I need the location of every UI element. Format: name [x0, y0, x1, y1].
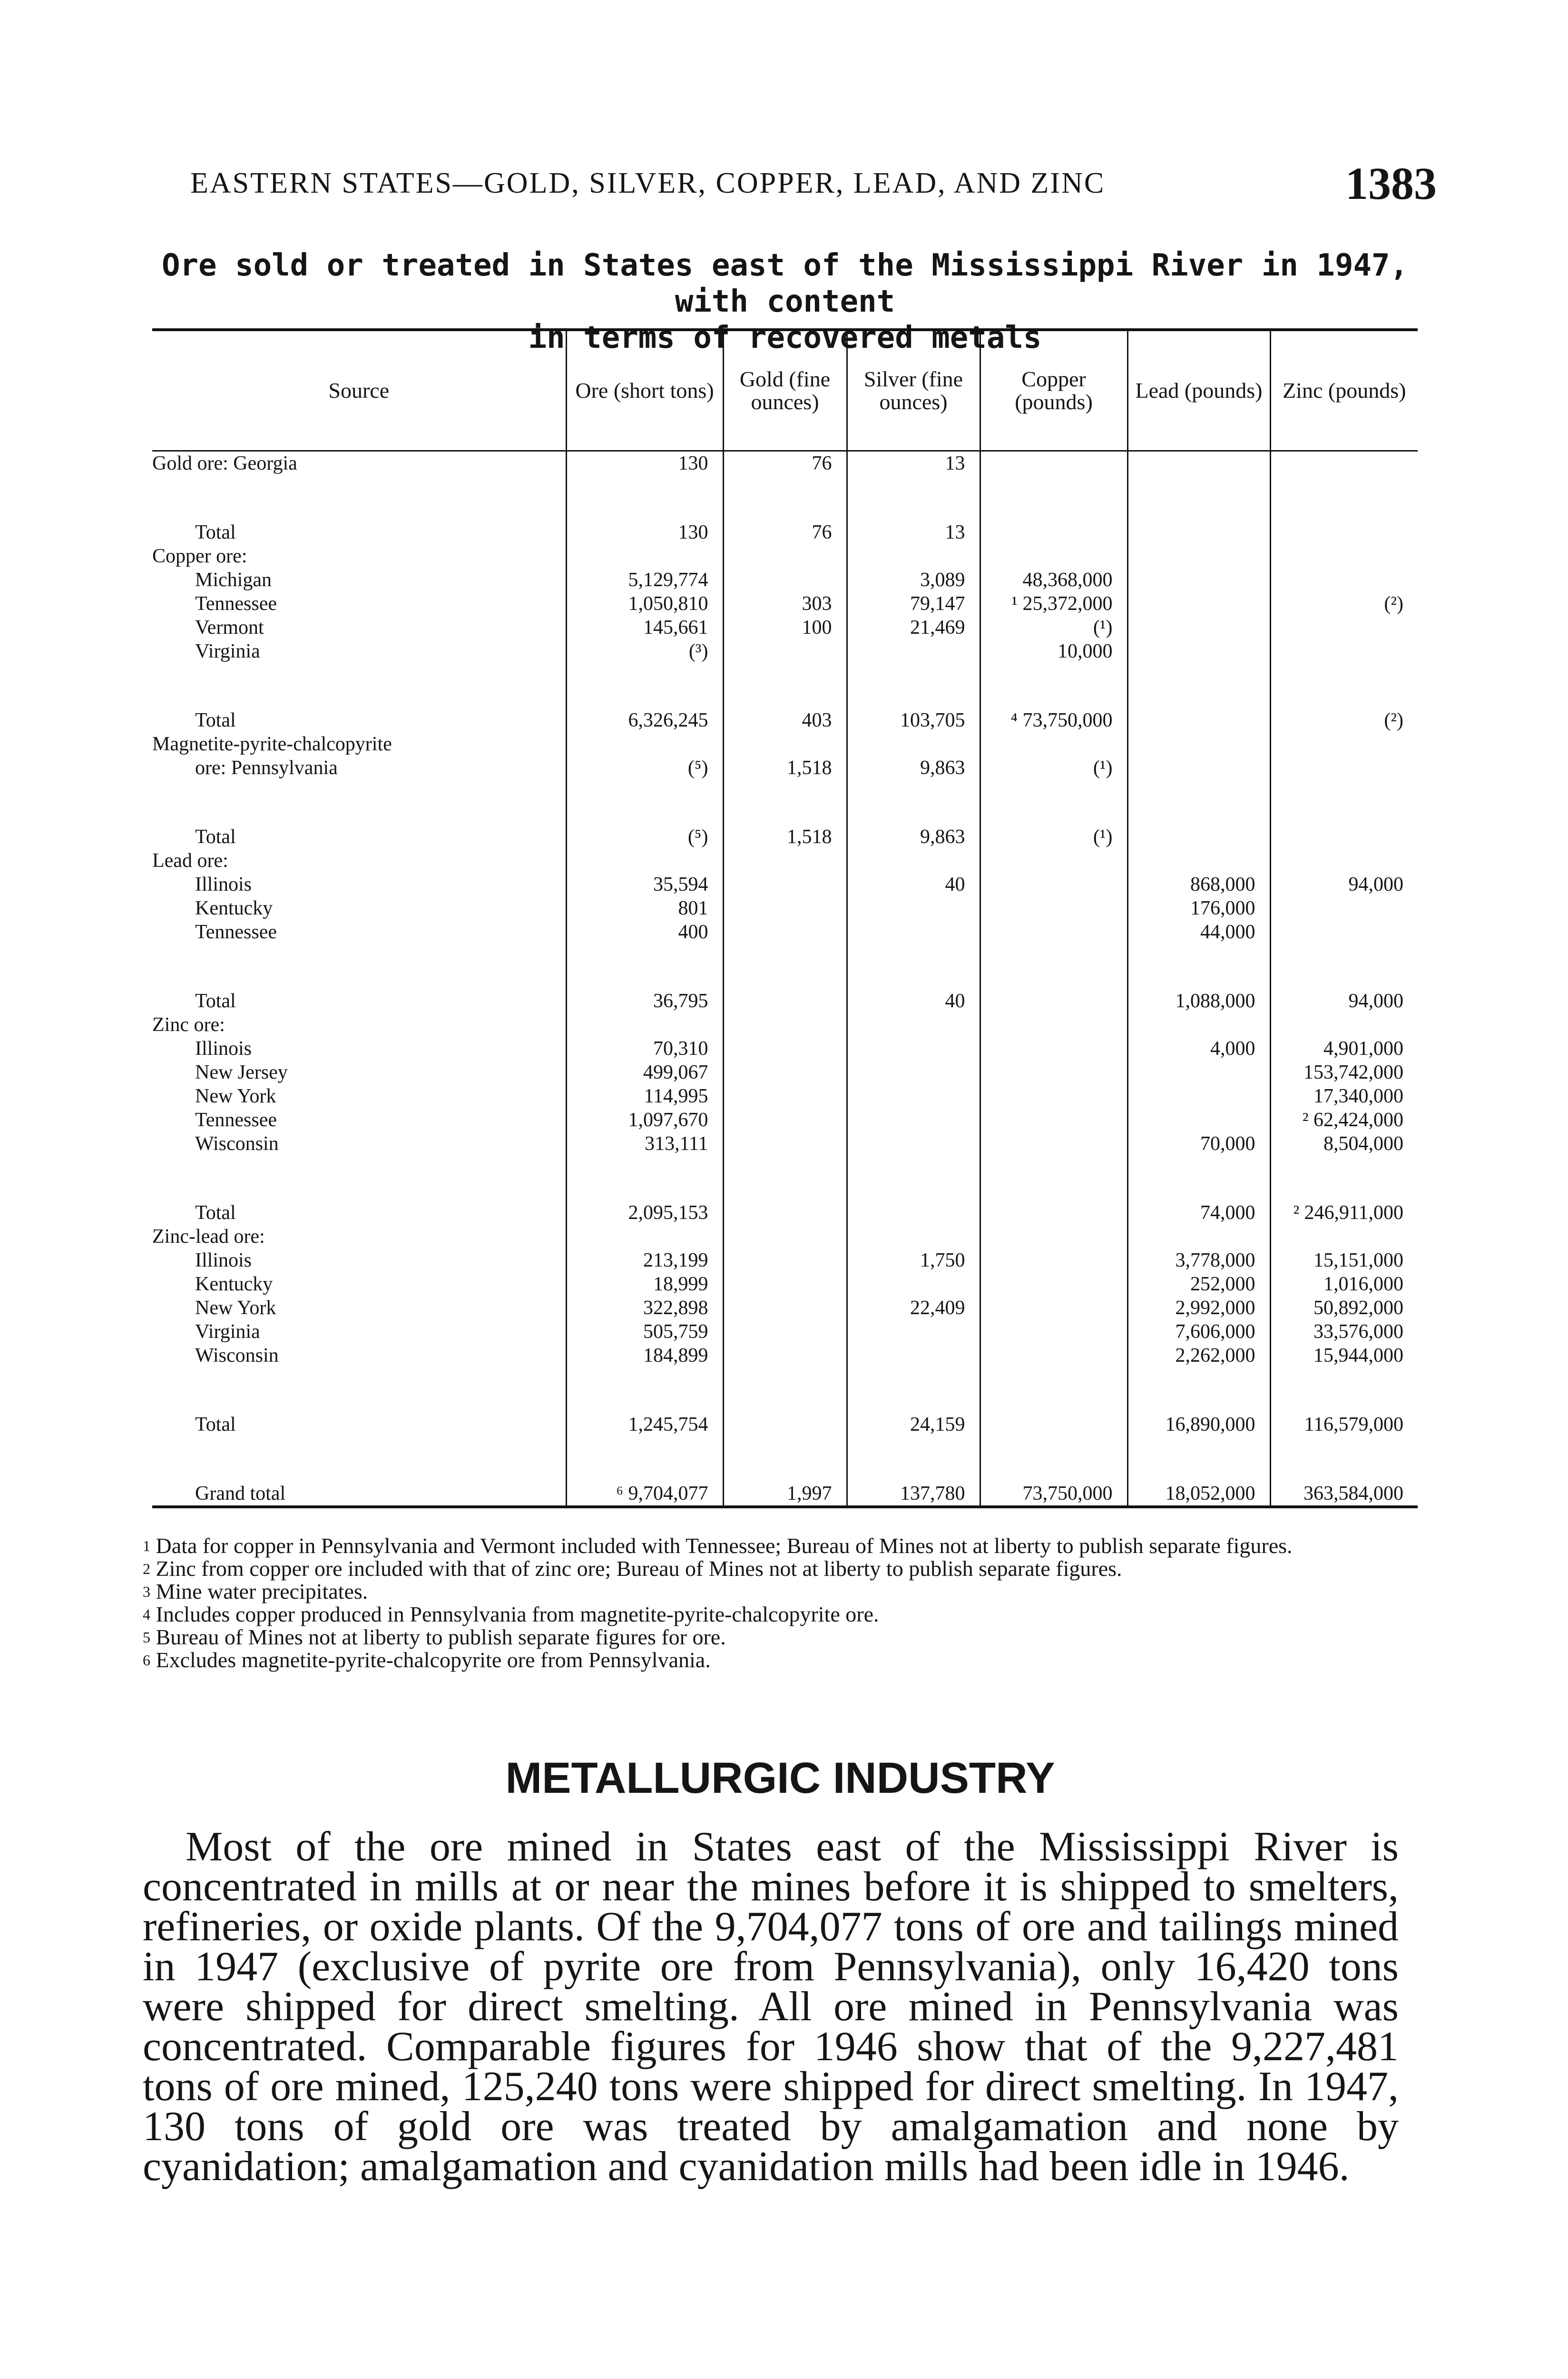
table-cell: (²) — [1270, 689, 1418, 732]
table-row — [152, 873, 1418, 896]
table-cell: 9,863 — [847, 806, 980, 849]
table-row — [152, 1061, 1418, 1084]
table-cell: 1,097,670 — [566, 1108, 723, 1132]
table-cell: 116,579,000 — [1270, 1394, 1418, 1436]
table-cell: 73,750,000 — [980, 1463, 1127, 1507]
row-label: Illinois — [195, 1038, 252, 1060]
table-cell: 1,088,000 — [1127, 970, 1270, 1013]
row-label: Total — [195, 709, 236, 731]
table-cell: (³) — [566, 639, 723, 663]
footnote-number: 6 — [143, 1652, 150, 1669]
table-cell — [1127, 568, 1270, 592]
table-cell — [723, 1272, 847, 1296]
row-label: New Jersey — [195, 1062, 288, 1083]
spacer-row — [152, 944, 1418, 970]
table-cell: 2,095,153 — [566, 1182, 723, 1225]
table-row — [152, 1248, 1418, 1272]
footnote-text: Mine water precipitates. — [156, 1579, 368, 1603]
table-cell — [980, 501, 1127, 544]
table-cell: ⁴ 73,750,000 — [980, 689, 1127, 732]
footnote-text: Data for copper in Pennsylvania and Vermont included with Tennessee; Bureau of Mines not at liberty to publish separate figures. — [156, 1534, 1293, 1558]
table-row — [152, 451, 1418, 476]
table-cell: 24,159 — [847, 1394, 980, 1436]
table-cell: 1,245,754 — [566, 1394, 723, 1436]
table-cell: 103,705 — [847, 689, 980, 732]
table-cell — [1127, 689, 1270, 732]
table-cell: (⁵) — [566, 756, 723, 780]
row-label: Grand total — [152, 1463, 566, 1507]
row-label: Tennessee — [195, 593, 277, 615]
page-header — [143, 157, 1437, 214]
column-header: Gold (fine ounces) — [723, 330, 847, 451]
footnote-number: 3 — [143, 1583, 150, 1600]
table-cell: 48,368,000 — [980, 568, 1127, 592]
group-row — [152, 732, 1418, 756]
table-cell: 2,262,000 — [1127, 1344, 1270, 1367]
table-cell — [723, 1182, 847, 1225]
table-cell: 15,944,000 — [1270, 1344, 1418, 1367]
table-row — [152, 1084, 1418, 1108]
row-label: Tennessee — [195, 921, 277, 943]
table-body — [152, 451, 1418, 1507]
table-cell — [723, 896, 847, 920]
table-row — [152, 1132, 1418, 1156]
grand-row — [152, 1463, 1418, 1507]
table-cell: 322,898 — [566, 1296, 723, 1320]
table-cell — [1270, 756, 1418, 780]
table-cell — [1270, 616, 1418, 639]
table-cell: 79,147 — [847, 592, 980, 616]
table-cell — [980, 1061, 1127, 1084]
table-cell — [980, 1296, 1127, 1320]
footnote — [143, 1603, 1418, 1626]
footnote-text: Excludes magnetite-pyrite-chalcopyrite ore from Pennsylvania. — [156, 1648, 711, 1672]
row-label: Gold ore: Georgia — [152, 452, 297, 474]
table-cell: 313,111 — [566, 1132, 723, 1156]
table-cell — [723, 1296, 847, 1320]
group-row — [152, 544, 1418, 568]
footnote — [143, 1534, 1418, 1557]
table-cell: 2,992,000 — [1127, 1296, 1270, 1320]
row-label: Michigan — [195, 569, 272, 591]
total-row — [152, 689, 1418, 732]
table-cell: ² 246,911,000 — [1270, 1182, 1418, 1225]
table-cell: 40 — [847, 970, 980, 1013]
table-cell — [723, 1394, 847, 1436]
row-label: Total — [195, 990, 236, 1012]
table-cell — [1127, 1108, 1270, 1132]
footnote-number: 5 — [143, 1629, 150, 1646]
table-cell: 3,778,000 — [1127, 1248, 1270, 1272]
total-row — [152, 501, 1418, 544]
table-cell — [1127, 451, 1270, 476]
table-cell — [847, 1344, 980, 1367]
column-header: Source — [152, 330, 566, 451]
row-label: Kentucky — [195, 1273, 273, 1295]
table-cell — [847, 1061, 980, 1084]
footnote-number: 2 — [143, 1560, 150, 1577]
table-cell: 13 — [847, 451, 980, 476]
row-label: Copper ore: — [152, 545, 247, 567]
table-cell: 801 — [566, 896, 723, 920]
table-cell — [980, 970, 1127, 1013]
spacer-row — [152, 1367, 1418, 1394]
footnote — [143, 1557, 1418, 1580]
table-cell — [1127, 501, 1270, 544]
table-row — [152, 896, 1418, 920]
table-cell — [1127, 616, 1270, 639]
table-cell: (¹) — [980, 806, 1127, 849]
row-label: Vermont — [195, 617, 264, 639]
table-row — [152, 1320, 1418, 1344]
table-cell — [1270, 920, 1418, 944]
table-cell — [1270, 639, 1418, 663]
table-row — [152, 639, 1418, 663]
table-cell — [980, 1320, 1127, 1344]
table-cell: 76 — [723, 451, 847, 476]
footnote — [143, 1626, 1418, 1649]
row-label: Magnetite-pyrite-chalcopyrite — [152, 733, 392, 755]
table-cell — [980, 896, 1127, 920]
table-cell: 499,067 — [566, 1061, 723, 1084]
table-cell — [980, 451, 1127, 476]
table-cell — [980, 1132, 1127, 1156]
table-cell: 505,759 — [566, 1320, 723, 1344]
column-header: Silver (fine ounces) — [847, 330, 980, 451]
body-paragraph: Most of the ore mined in States east of the Mississippi River is concentrated in mills at or near the mines before it is shipped to smelters, refineries, or oxide plants. Of the 9,704,077 tons of ore and tailings mined in 1947 (exclusive of pyrite ore from Pennsylvania), only 16,420 tons were shipped for direct smelting. All ore mined in Pennsylvania was concentrated. Comparable figures for 1946 show that of the 9,227,481 tons of ore mined, 125,240 tons were shipped for direct smelting. In 1947, 130 tons of gold ore was treated by amalgamation and none by cyanidation; amalgamation and cyanidation mills had been idle in 1946. — [143, 1824, 1399, 2190]
table-cell: 363,584,000 — [1270, 1463, 1418, 1507]
table-cell — [847, 1182, 980, 1225]
table-cell: 40 — [847, 873, 980, 896]
table-cell: 868,000 — [1127, 873, 1270, 896]
table-cell: 18,052,000 — [1127, 1463, 1270, 1507]
row-label: Total — [195, 826, 236, 848]
row-label: Virginia — [195, 640, 260, 662]
table-cell — [980, 920, 1127, 944]
row-label: New York — [195, 1085, 276, 1107]
table-cell: 1,997 — [723, 1463, 847, 1507]
column-header: Zinc (pounds) — [1270, 330, 1418, 451]
table-row — [152, 616, 1418, 639]
column-header: Ore (short tons) — [566, 330, 723, 451]
table-cell: 100 — [723, 616, 847, 639]
table-cell — [723, 1061, 847, 1084]
table-cell: 10,000 — [980, 639, 1127, 663]
table-row — [152, 1108, 1418, 1132]
table-cell — [723, 873, 847, 896]
table-cell: 8,504,000 — [1270, 1132, 1418, 1156]
table-cell — [980, 1272, 1127, 1296]
table-cell — [723, 1037, 847, 1061]
section-title: METALLURGIC INDUSTRY — [505, 1754, 1055, 1802]
row-label: ore: Pennsylvania — [195, 757, 338, 779]
table-cell: 7,606,000 — [1127, 1320, 1270, 1344]
group-row — [152, 1225, 1418, 1248]
total-row — [152, 970, 1418, 1013]
table-cell: 17,340,000 — [1270, 1084, 1418, 1108]
table-cell: 5,129,774 — [566, 568, 723, 592]
footnote-text: Zinc from copper ore included with that of zinc ore; Bureau of Mines not at liberty to publish separate figures. — [156, 1556, 1122, 1581]
table-cell: 1,750 — [847, 1248, 980, 1272]
table-cell: 400 — [566, 920, 723, 944]
table-cell: 74,000 — [1127, 1182, 1270, 1225]
table-cell — [847, 920, 980, 944]
table-cell: ² 62,424,000 — [1270, 1108, 1418, 1132]
table-cell — [723, 1344, 847, 1367]
table-cell: (¹) — [980, 616, 1127, 639]
table-cell: 76 — [723, 501, 847, 544]
table-cell — [723, 1084, 847, 1108]
table-caption-line-2: in terms of recovered metals — [528, 320, 1042, 355]
table-cell: 16,890,000 — [1127, 1394, 1270, 1436]
table-cell: 44,000 — [1127, 920, 1270, 944]
table-cell: 36,795 — [566, 970, 723, 1013]
table-cell — [980, 1084, 1127, 1108]
table-cell: 4,901,000 — [1270, 1037, 1418, 1061]
table-row — [152, 1344, 1418, 1367]
footnote-text: Bureau of Mines not at liberty to publish separate figures for ore. — [156, 1625, 726, 1649]
table-cell — [723, 1108, 847, 1132]
table-cell — [1127, 1084, 1270, 1108]
total-row — [152, 1182, 1418, 1225]
running-head: EASTERN STATES—GOLD, SILVER, COPPER, LEAD, AND ZINC — [190, 167, 1106, 199]
row-label: Wisconsin — [195, 1345, 279, 1366]
table-cell — [723, 1132, 847, 1156]
table-cell: 303 — [723, 592, 847, 616]
row-label: New York — [195, 1297, 276, 1319]
table-cell — [847, 1132, 980, 1156]
table-cell: 94,000 — [1270, 970, 1418, 1013]
table-cell — [1270, 501, 1418, 544]
spacer-row — [152, 1436, 1418, 1463]
spacer-row — [152, 1156, 1418, 1182]
table-row — [152, 920, 1418, 944]
spacer-row — [152, 475, 1418, 501]
table-cell — [1127, 592, 1270, 616]
table-cell — [1270, 451, 1418, 476]
table-cell — [847, 1108, 980, 1132]
table-cell — [847, 1084, 980, 1108]
spacer-row — [152, 663, 1418, 689]
table-cell: 94,000 — [1270, 873, 1418, 896]
table-cell: (⁵) — [566, 806, 723, 849]
table-cell: 22,409 — [847, 1296, 980, 1320]
table-cell: 50,892,000 — [1270, 1296, 1418, 1320]
table-cell — [1270, 568, 1418, 592]
ore-table — [152, 328, 1418, 1508]
column-header: Copper (pounds) — [980, 330, 1127, 451]
footnote — [143, 1649, 1418, 1671]
table-cell — [847, 1320, 980, 1344]
table-caption-line-1: Ore sold or treated in States east of the Mississippi River in 1947, with content — [161, 248, 1409, 319]
row-label: Illinois — [195, 874, 252, 895]
table-row — [152, 1296, 1418, 1320]
table-cell: 18,999 — [566, 1272, 723, 1296]
table-cell: 70,310 — [566, 1037, 723, 1061]
table-cell — [847, 1037, 980, 1061]
table-cell: 1,518 — [723, 806, 847, 849]
table-cell: ¹ 25,372,000 — [980, 592, 1127, 616]
table-cell — [723, 1248, 847, 1272]
table-cell — [723, 568, 847, 592]
table-cell: 213,199 — [566, 1248, 723, 1272]
row-label: Zinc ore: — [152, 1014, 225, 1036]
table-row — [152, 1037, 1418, 1061]
table-cell — [723, 1320, 847, 1344]
spacer-row — [152, 780, 1418, 806]
group-row — [152, 1013, 1418, 1037]
table-cell — [1127, 806, 1270, 849]
table-cell: 21,469 — [847, 616, 980, 639]
total-row — [152, 1394, 1418, 1436]
table-cell: 6,326,245 — [566, 689, 723, 732]
table-cell: 35,594 — [566, 873, 723, 896]
table-cell — [847, 639, 980, 663]
table-cell: 9,863 — [847, 756, 980, 780]
table-cell — [847, 1272, 980, 1296]
table-cell: 4,000 — [1127, 1037, 1270, 1061]
row-label: Total — [195, 1414, 236, 1435]
table-cell: 130 — [566, 501, 723, 544]
table-row — [152, 568, 1418, 592]
row-label: Illinois — [195, 1249, 252, 1271]
table-cell: 252,000 — [1127, 1272, 1270, 1296]
table-cell: 1,518 — [723, 756, 847, 780]
page-number: 1383 — [1345, 158, 1437, 209]
table-row — [152, 1272, 1418, 1296]
row-label: Lead ore: — [152, 850, 228, 872]
table-cell: 114,995 — [566, 1084, 723, 1108]
table-cell — [1127, 1061, 1270, 1084]
table-cell: 145,661 — [566, 616, 723, 639]
table-cell — [723, 970, 847, 1013]
table-row — [152, 756, 1418, 780]
table-cell — [1127, 756, 1270, 780]
row-label: Total — [195, 1202, 236, 1224]
table-cell: 184,899 — [566, 1344, 723, 1367]
table-cell: 1,016,000 — [1270, 1272, 1418, 1296]
table-cell: 1,050,810 — [566, 592, 723, 616]
table-cell — [1270, 806, 1418, 849]
table-cell: 33,576,000 — [1270, 1320, 1418, 1344]
footnote — [143, 1580, 1418, 1603]
table-cell: 153,742,000 — [1270, 1061, 1418, 1084]
table-cell: (¹) — [980, 756, 1127, 780]
table-cell — [980, 1394, 1127, 1436]
footnote-number: 1 — [143, 1537, 150, 1554]
group-row — [152, 849, 1418, 873]
table-cell: 15,151,000 — [1270, 1248, 1418, 1272]
table-cell — [847, 896, 980, 920]
table-cell: 176,000 — [1127, 896, 1270, 920]
table-row — [152, 592, 1418, 616]
ore-table-container — [152, 328, 1418, 1504]
row-label: Tennessee — [195, 1109, 277, 1131]
table-cell: 13 — [847, 501, 980, 544]
row-label: Zinc-lead ore: — [152, 1226, 265, 1248]
footnote-number: 4 — [143, 1606, 150, 1623]
table-cell: (²) — [1270, 592, 1418, 616]
table-cell — [723, 920, 847, 944]
table-cell: 70,000 — [1127, 1132, 1270, 1156]
table-cell: ⁶ 9,704,077 — [566, 1463, 723, 1507]
row-label: Total — [195, 521, 236, 543]
table-cell — [980, 1248, 1127, 1272]
total-row — [152, 806, 1418, 849]
table-cell: 137,780 — [847, 1463, 980, 1507]
table-cell — [1270, 896, 1418, 920]
table-cell — [980, 873, 1127, 896]
table-cell — [1127, 639, 1270, 663]
column-header: Lead (pounds) — [1127, 330, 1270, 451]
table-header-row — [152, 330, 1418, 451]
table-cell: 403 — [723, 689, 847, 732]
table-cell — [980, 1108, 1127, 1132]
row-label: Virginia — [195, 1321, 260, 1343]
row-label: Wisconsin — [195, 1133, 279, 1155]
footnote-text: Includes copper produced in Pennsylvania from magnetite-pyrite-chalcopyrite ore. — [156, 1602, 879, 1626]
table-cell — [980, 1344, 1127, 1367]
table-cell — [980, 1037, 1127, 1061]
footnotes — [143, 1534, 1418, 1671]
table-cell — [980, 1182, 1127, 1225]
table-cell: 130 — [566, 451, 723, 476]
row-label: Kentucky — [195, 897, 273, 919]
table-cell: 3,089 — [847, 568, 980, 592]
table-cell — [723, 639, 847, 663]
